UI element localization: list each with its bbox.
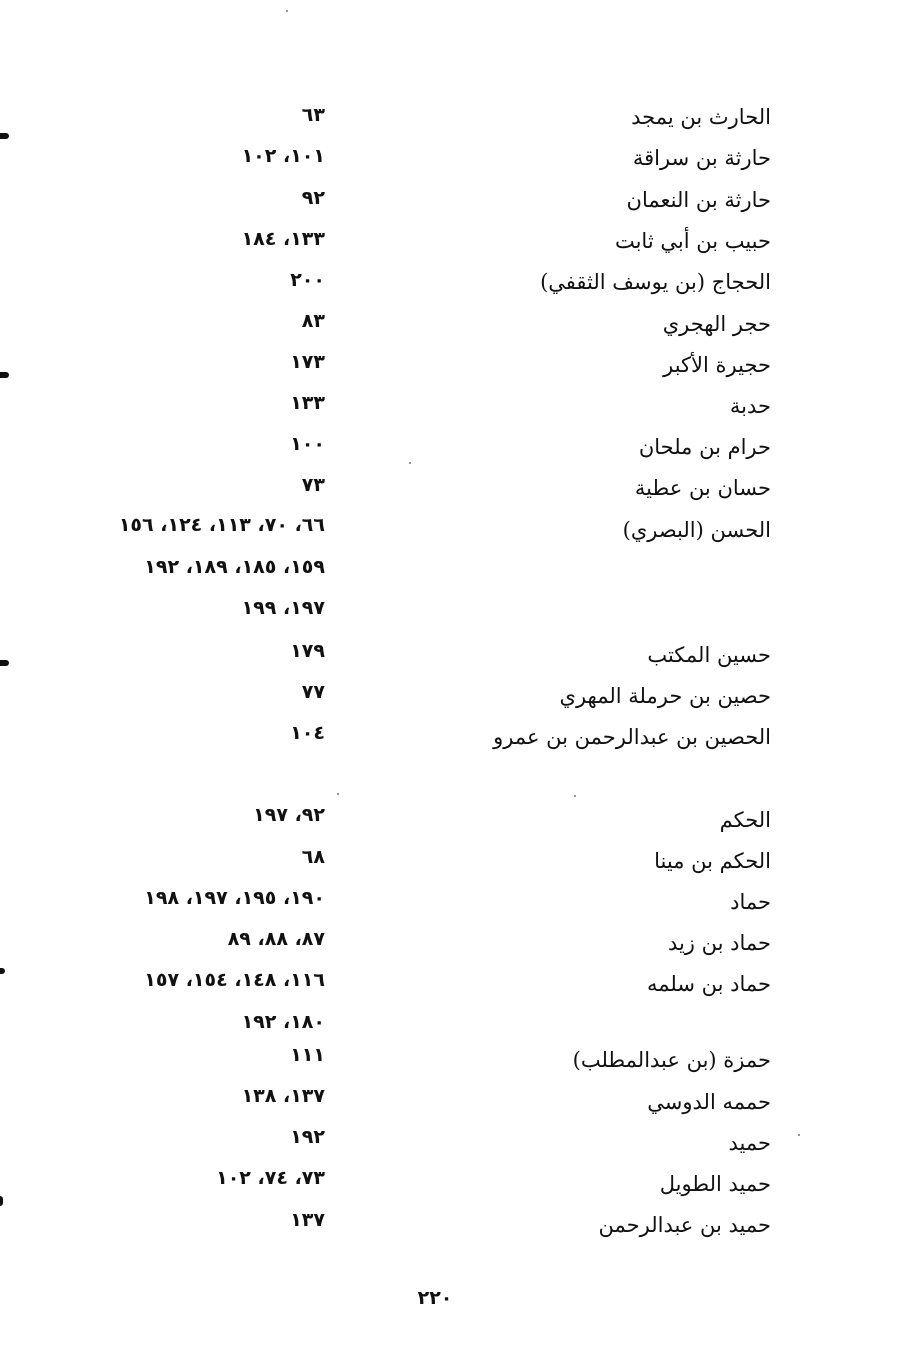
index-entry-pages: ٨٧، ٨٨، ٨٩: [227, 928, 325, 950]
index-entry-name: حارثة بن النعمان: [626, 188, 771, 212]
index-entry-name: حماد: [730, 890, 771, 914]
index-entry-pages: ٦٣: [301, 104, 325, 126]
index-entry-name: حميد: [728, 1131, 771, 1155]
index-entry-pages: ١٠٠: [290, 433, 325, 455]
index-entry-name: حميد بن عبدالرحمن: [598, 1213, 771, 1237]
edge-mark: [0, 1196, 3, 1206]
index-entry-pages: ٦٦، ٧٠، ١١٣، ١٢٤، ١٥٦: [118, 514, 325, 536]
index-entry-pages: ١٣٧: [290, 1209, 325, 1231]
index-entry-name: حجر الهجري: [662, 312, 771, 336]
index-entry-name: الحارث بن يمجد: [631, 105, 771, 129]
index-entry-name: حماد بن زيد: [667, 931, 771, 955]
index-entry-pages: ١١١: [290, 1044, 325, 1066]
scan-speck: [574, 795, 576, 797]
scan-speck: [286, 10, 288, 12]
index-entry-pages: ١٣٣: [290, 392, 325, 414]
index-entry-pages: ١٧٣: [290, 351, 325, 373]
index-entry-name: حممه الدوسي: [647, 1090, 771, 1114]
index-entry-pages: ١٩٧، ١٩٩: [241, 597, 325, 619]
index-entry-name: حدبة: [729, 394, 771, 418]
index-entry-pages: ١٩٠، ١٩٥، ١٩٧، ١٩٨: [144, 887, 325, 909]
scan-speck: [409, 462, 411, 464]
index-entry-pages: ٧٧: [301, 681, 325, 703]
index-entry-pages: ١٠٤: [290, 722, 325, 744]
scan-speck: [337, 793, 339, 795]
index-entry-name: حارثة بن سراقة: [632, 146, 771, 170]
index-entry-name: حسين المكتب: [647, 643, 771, 667]
index-entry-pages: ٧٣: [301, 474, 325, 496]
index-entry-name: حميد الطويل: [659, 1172, 771, 1196]
index-entry-name: حبيب بن أبي ثابت: [614, 229, 771, 253]
index-entry-pages: ١٥٩، ١٨٥، ١٨٩، ١٩٢: [144, 556, 325, 578]
index-entry-pages: ١٣٧، ١٣٨: [241, 1085, 325, 1107]
scan-speck: [798, 1134, 800, 1136]
edge-mark: [0, 133, 9, 139]
index-entry-name: الحكم بن مينا: [654, 849, 771, 873]
index-entry-pages: ٢٠٠: [290, 269, 325, 291]
index-entry-name: الحجاج (بن يوسف الثقفي): [540, 270, 771, 294]
index-entry-pages: ٧٣، ٧٤، ١٠٢: [216, 1167, 325, 1189]
index-entry-pages: ١١٦، ١٤٨، ١٥٤، ١٥٧: [144, 969, 325, 991]
index-entry-pages: ١٣٣، ١٨٤: [241, 228, 325, 250]
index-entry-name: حسان بن عطية: [634, 476, 771, 500]
index-entry-pages: ١٨٠، ١٩٢: [241, 1011, 325, 1033]
index-entry-name: حرام بن ملحان: [638, 435, 771, 459]
page-number: ٢٢٠: [417, 1287, 453, 1309]
index-entry-pages: ١٩٢: [290, 1126, 325, 1148]
index-entry-name: حصين بن حرملة المهري: [559, 684, 771, 708]
index-entry-pages: ٨٣: [301, 310, 325, 332]
index-entry-name: الحسن (البصري): [622, 518, 771, 542]
index-entry-pages: ٩٢، ١٩٧: [253, 804, 325, 826]
index-entry-name: الحكم: [719, 808, 771, 832]
index-entry-pages: ١٠١، ١٠٢: [241, 145, 325, 167]
index-entry-pages: ٩٢: [301, 187, 325, 209]
index-entry-name: حمزة (بن عبدالمطلب): [572, 1048, 771, 1072]
index-entry-pages: ١٧٩: [290, 640, 325, 662]
index-entry-name: حماد بن سلمه: [646, 972, 771, 996]
index-entry-pages: ٦٨: [301, 846, 325, 868]
index-entry-name: حجيرة الأكبر: [663, 353, 771, 377]
index-entry-name: الحصين بن عبدالرحمن بن عمرو: [493, 725, 771, 749]
